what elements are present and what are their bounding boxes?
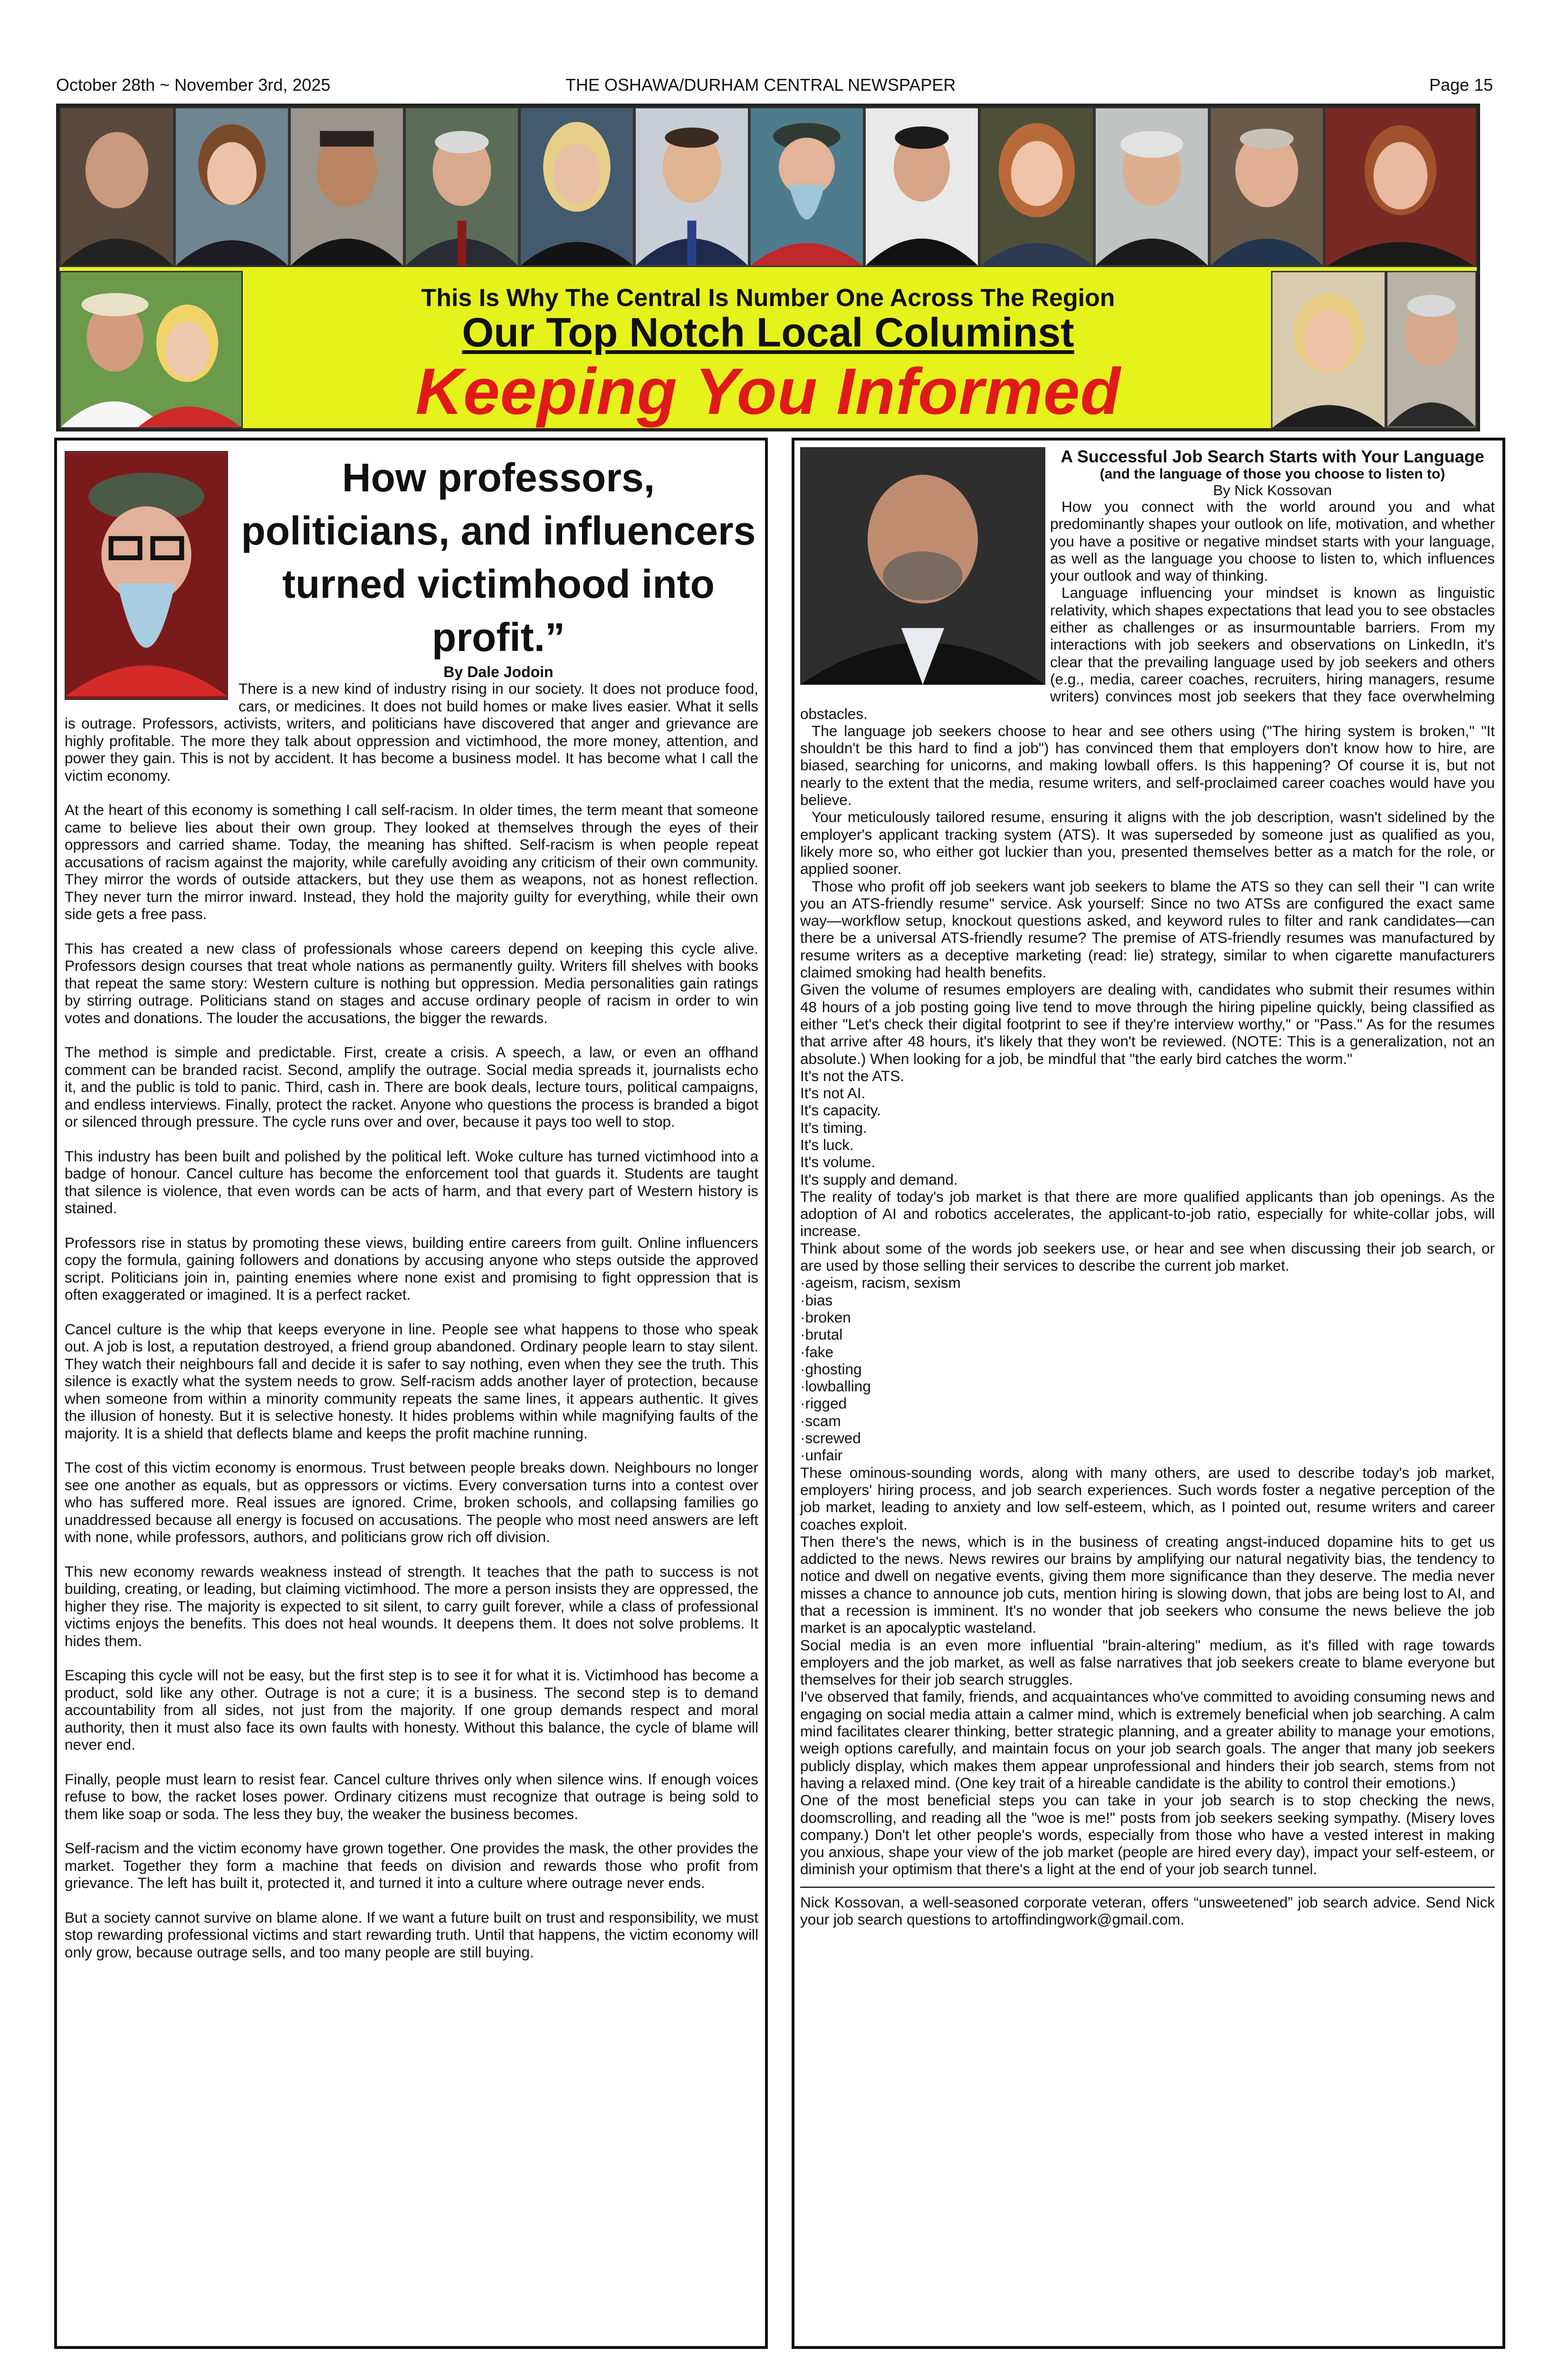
author-bio: Nick Kossovan, a well-seasoned corporate veteran, offers “unsweetened” job search advice. Send Nick your job search questions to artoffindingwork@gmail.com. bbox=[800, 1893, 1495, 1928]
article-job-search-language bbox=[792, 438, 1505, 2349]
paragraph: This has created a new class of professionals whose careers depend on keeping this cycle alive. Professors design courses that treat whole nations as permanently guilty. Writers fill shelves with books that repeat the same story: Western culture is nothing but oppression. Media personalities gain ratings by stirring outrage. Politicians stand on stages and accuse ordinary people of racism in order to win votes and donations. The louder the accusations, the bigger the rewards. bbox=[65, 939, 758, 1026]
paragraph: Your meticulously tailored resume, ensuring it aligns with the job description, wasn't sidelined by the employer's applicant tracking system (ATS). It was superseded by someone just as qualified as you, likely more so, who either got luckier than you, presented themselves better as a match for the role, or applied sooner. bbox=[800, 808, 1495, 878]
banner-tagline: This Is Why The Central Is Number One Across The Region bbox=[421, 284, 1115, 312]
paragraph: How you connect with the world around you and what predominantly shapes your outlook on life, motivation, and whether you have a positive or negative mindset starts with your language, as well as the language you choose to listen to, which influences your outlook and way of thinking. bbox=[1050, 498, 1495, 584]
paragraph: The cost of this victim economy is enormous. Trust between people breaks down. Neighbours no longer see one another as equals, but as oppressors or victims. Every conversation turns into a contest over who has suffered more. Real issues are ignored. Crime, broken schools, and collapsing families go unaddressed because all energy is focused on accusations. The people who most need answers are left with none, while professors, authors, and politicians grow rich off division. bbox=[65, 1459, 758, 1545]
list-item: · ageism, racism, sexism bbox=[800, 1274, 1495, 1291]
columnist-banner bbox=[56, 104, 1480, 431]
columnist-photo bbox=[1324, 107, 1477, 267]
article-byline: By Dale Jodoin bbox=[443, 663, 554, 680]
newspaper-name: THE OSHAWA/DURHAM CENTRAL NEWSPAPER bbox=[565, 75, 956, 95]
banner-slogan: Keeping You Informed bbox=[415, 355, 1121, 428]
columnist-photo bbox=[404, 107, 519, 267]
paragraph: One of the most beneficial steps you can take in your job search is to stop checking the news, doomscrolling, and reading all the "woe is me!" posts from job seekers seeking sympathy. (Misery loves company.) Don't let other people's words, especially from those who have a vested interest in making you anxious, shape your view of the job market (people are hired every day), impact your self-esteem, or diminish your optimism that there's a light at the end of your job search tunnel. bbox=[800, 1792, 1495, 1878]
columnist-photo bbox=[174, 107, 289, 267]
columnist-photo bbox=[749, 107, 864, 267]
paragraph: Social media is an even more influential "brain-altering" medium, as it's filled with rage towards employers and the job market, as well as false narratives that job seekers create to blame everyone but themselves for their job search struggles. bbox=[800, 1636, 1495, 1688]
issue-date: October 28th ~ November 3rd, 2025 bbox=[56, 75, 331, 95]
list-item: · unfair bbox=[800, 1447, 1495, 1464]
paragraph: Self-racism and the victim economy have grown together. One provides the mask, the other provides the market. Together they form a machine that feeds on division and rewards those who profit from grievance. The left has built it, protected it, and turned it into a culture where outrage never ends. bbox=[65, 1839, 758, 1891]
divider bbox=[800, 1887, 1495, 1888]
list-item: · fake bbox=[800, 1343, 1495, 1360]
columnist-photo bbox=[289, 107, 404, 267]
paragraph: This industry has been built and polished by the political left. Woke culture has turned victimhood into a badge of honour. Cancel culture has become the enforcement tool that guards it. Students are taught that silence is violence, that even words can be acts of harm, and that every part of Western history is stained. bbox=[65, 1147, 758, 1217]
paragraph: But a society cannot survive on blame alone. If we want a future built on trust and responsibility, we must stop rewarding professional victims and start rewarding truth. Until that happens, the victim economy will only grow, because outrage sells, and too many people are still buying. bbox=[65, 1908, 758, 1961]
article-byline: By Nick Kossovan bbox=[1213, 482, 1332, 498]
paragraph: The method is simple and predictable. First, create a crisis. A speech, a law, or even an offhand comment can be branded racist. Second, amplify the outrage. Social media spreads it, journalists echo it, and the public is told to panic. Third, cash in. There are book deals, lecture tours, political campaigns, and endless interviews. Finally, protect the racket. Anyone who questions the process is branded a bigot or silenced through pressure. The cycle runs over and over, because it pays too well to stop. bbox=[65, 1044, 758, 1130]
paragraph: These ominous-sounding words, along with many others, are used to describe today's job market, employers' hiring process, and job search experiences. Such words foster a negative perception of the job market, leading to anxiety and low self-esteem, which, as I pointed out, resume writers and career coaches exploit. bbox=[800, 1464, 1495, 1533]
paragraph: Given the volume of resumes employers are dealing with, candidates who submit their resumes within 48 hours of a job posting going live tend to move through the hiring pipeline quickly, being classified as either "Let's check their digital footprint to see if they're interview worthy," or "Pass." As for the resumes that arrive after 48 hours, it's likely that they won't be reviewed. (NOTE: This is a generalization, not an absolute.) When looking for a job, be mindful that "the early bird catches the worm." bbox=[800, 981, 1495, 1067]
list-item: · scam bbox=[800, 1412, 1495, 1429]
paragraph: Think about some of the words job seekers use, or hear and see when discussing their job search, or are used by those selling their services to describe the current job market. bbox=[800, 1239, 1495, 1274]
article-body bbox=[65, 680, 758, 1961]
paragraph: The language job seekers choose to hear and see others using ("The hiring system is broken," "It shouldn't be this hard to find a job") has convinced them that employers don't know how to hire, are biased, searching for unicorns, and making lowball offers. Is this happening? Of course it is, but not nearly to the extent that the media, resume writers, and self-proclaimed career coaches would have you believe. bbox=[800, 722, 1495, 809]
banner-heading: Our Top Notch Local Columinst bbox=[462, 310, 1074, 355]
list-item: · brutal bbox=[800, 1326, 1495, 1343]
negative-words-list bbox=[800, 1274, 1495, 1464]
list-item: · bias bbox=[800, 1292, 1495, 1309]
paragraph: It's not AI. bbox=[800, 1084, 866, 1102]
columnist-photo bbox=[519, 107, 634, 267]
columnist-photo bbox=[864, 107, 979, 267]
list-item: · broken bbox=[800, 1309, 1495, 1326]
list-item: · screwed bbox=[800, 1429, 1495, 1447]
paragraph: I've observed that family, friends, and acquaintances who've committed to avoiding consuming news and engaging on social media attain a calmer mind, which is extremely beneficial when job searching. A calm mind facilitates clearer thinking, better strategic planning, and a greater ability to manage your emotions, weigh options carefully, and maintain focus on your job search goals. The anger that many job seekers publicly display, which makes them appear unprofessional and hinders their job search, stems from not having a relaxed mind. (One key trait of a hireable candidate is the ability to control their emotions.) bbox=[800, 1688, 1495, 1792]
paragraph: It's capacity. bbox=[800, 1102, 881, 1119]
paragraph: Finally, people must learn to resist fear. Cancel culture thrives only when silence wins. If enough voices refuse to bow, the racket loses power. Ordinary citizens must recognize that outrage is being sold to them like soap or soda. The less they buy, the weaker the business becomes. bbox=[65, 1770, 758, 1822]
columnist-photo bbox=[59, 107, 174, 267]
paragraph: Language influencing your mindset is known as linguistic relativity, which shapes expectations that lead you to see obstacles either as challenges or as insurmountable barriers. From my interactions with job seekers and observations on LinkedIn, it's clear that the prevailing language used by job seekers and others (e.g., media, career coaches, recruiters, hiring managers, resume writers) convinces most job seekers that they face overwhelming obstacles. bbox=[800, 584, 1495, 722]
paragraph: Those who profit off job seekers want job seekers to blame the ATS so they can sell their "I can write you an ATS-friendly resume" service. Ask yourself: Since no two ATSs are configured the exact same way—workflow setup, knockout questions asked, and keyword rules to filter and rank candidates—can there be a universal ATS-friendly resume? The premise of ATS-friendly resumes was manufactured by resume writers as a deceptive marketing (read: lie) strategy, similar to when cigarette manufacturers claimed smoking had health benefits. bbox=[800, 877, 1495, 981]
list-item: · rigged bbox=[800, 1395, 1495, 1412]
list-item: · lowballing bbox=[800, 1378, 1495, 1395]
paragraph: It's luck. bbox=[800, 1136, 854, 1153]
paragraph: This new economy rewards weakness instead of strength. It teaches that the path to success is not building, creating, or leading, but claiming victimhood. The more a person insists they are oppressed, the higher they rise. The majority is expected to sit silent, to carry guilt forever, while a class of professional victims enjoys the benefits. This does not heal wounds. It deepens them. It does not solve problems. It hides them. bbox=[65, 1562, 758, 1649]
columnist-photo bbox=[1209, 107, 1324, 267]
article-body bbox=[800, 498, 1495, 1928]
paragraph: At the heart of this economy is something I call self-racism. In older times, the term meant that someone came to believe lies about their own group. They looked at themselves through the eyes of their oppressors and carried shame. Today, the meaning has shifted. Self-racism is when people repeat accusations of racism against the majority, while carefully avoiding any criticism of their own community. They mirror the words of outside attackers, but they use them as weapons, not as honest reflection. They never turn the mirror inward. Instead, they hold the majority guilty for everything, while their own side gets a free pass. bbox=[65, 801, 758, 922]
article-title: A Successful Job Search Starts with Your Language bbox=[1061, 447, 1484, 466]
article-subtitle: (and the language of those you choose to listen to) bbox=[1100, 466, 1445, 482]
paragraph: Escaping this cycle will not be easy, but the first step is to see it for what it is. Victimhood has become a product, sold like any other. Outrage is not a cure; it is a business. The second step is to demand accountability from all sides, not just from the majority. If one group demands respect and moral authority, then it must also face its own faults with honesty. Without this balance, the cycle of blame will never end. bbox=[65, 1667, 758, 1753]
author-photo-nick-kossovan bbox=[800, 447, 1045, 685]
paragraph: There is a new kind of industry rising in our society. It does not produce food, cars, or medicines. It does not build homes or make lives easier. What it sells is outrage. Professors, activists, writers, and politicians have discovered that anger and grievance are highly profitable. The more they talk about oppression and victimhood, the more money, attention, and power they gain. This is not by accident. It has become a business model. It has become what I call the victim economy. bbox=[65, 680, 758, 784]
paragraph: Professors rise in status by promoting these views, building entire careers from guilt. Online influencers copy the formula, gaining followers and donations by accusing anyone who steps outside the approved script. Politicians join in, painting enemies where none exist and promising to fight oppression that is often exaggerated or imagined. It is a perfect racket. bbox=[65, 1234, 758, 1303]
paragraph: It's timing. bbox=[800, 1119, 867, 1136]
paragraph: It's not the ATS. bbox=[800, 1067, 905, 1084]
paragraph: The reality of today's job market is that there are more qualified applicants than job openings. As the adoption of AI and robotics accelerates, the applicant-to-job ratio, especially for white-collar jobs, will increase. bbox=[800, 1188, 1495, 1240]
paragraph: Cancel culture is the whip that keeps everyone in line. People see what happens to those who speak out. A job is lost, a reputation destroyed, a friend group abandoned. Ordinary people learn to stay silent. They watch their neighbours fall and decide it is safer to say nothing, even when they see the truth. This silence is exactly what the system needs to grow. Self-racism adds another layer of protection, because when someone from within a minority community repeats the same lines, it appears authentic. It gives the illusion of honesty. But it is selective honesty. It hides problems within while magnifying faults of the majority. It is a shield that deflects blame and keeps the profit machine running. bbox=[65, 1320, 758, 1442]
author-photo-dale-jodoin bbox=[65, 451, 228, 700]
article-victim-economy bbox=[54, 438, 768, 2349]
paragraph: It's volume. bbox=[800, 1153, 876, 1171]
list-item: · ghosting bbox=[800, 1360, 1495, 1378]
article-title: How professors, politicians, and influencers turned victimhood into profit.” bbox=[241, 455, 756, 660]
page-number: Page 15 bbox=[1429, 75, 1493, 95]
columnist-photo bbox=[979, 107, 1094, 267]
paragraph: Then there's the news, which is in the business of creating angst-induced dopamine hits to get us addicted to the news. News rewires our brains by amplifying our natural negativity bias, the tendency to notice and dwell on negative events, giving them more significance than they deserve. The media never misses a chance to announce job cuts, mention hiring is slowing down, that jobs are being lost to AI, and that a recession is imminent. It's no wonder that job seekers who consume the news believe the job market is an apocalyptic wasteland. bbox=[800, 1533, 1495, 1637]
columnist-photo bbox=[634, 107, 749, 267]
columnist-photo bbox=[1094, 107, 1209, 267]
paragraph: It's supply and demand. bbox=[800, 1170, 958, 1188]
